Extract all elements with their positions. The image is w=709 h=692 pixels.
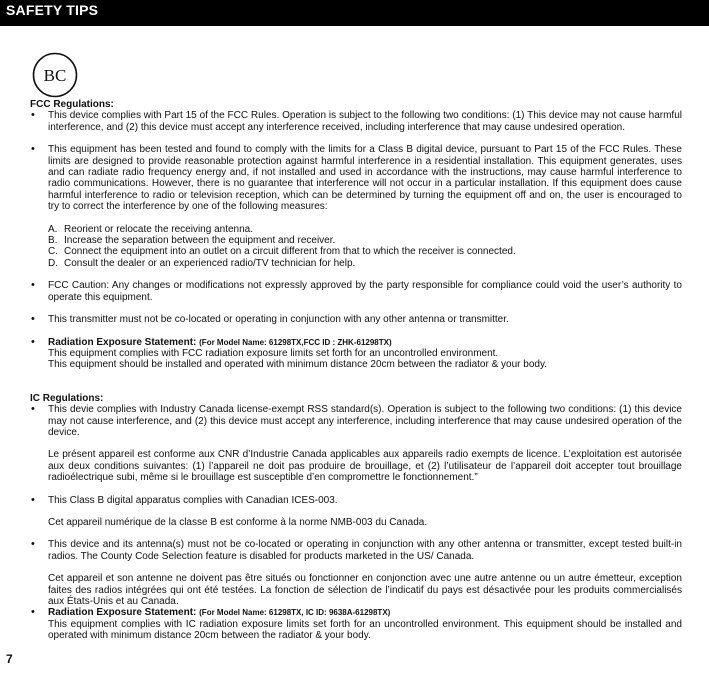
fcc-radiation-statement: [30, 337, 682, 371]
fcc-part15-paragraph: • This device complies with Part 15 of the FCC Rules. Operation is subject to the following two conditions: (1) This device may not cause harmful interference, and (2) this device must accept any interference received, including interference that may cause undesired operation.: [30, 110, 682, 133]
fcc-colocation-paragraph: • This transmitter must not be co-located or operating in conjunction with any other antenna or transmitter.: [30, 314, 682, 325]
ic-colocation-paragraph-fr: Cet appareil et son antenne ne doivent pas être situés ou fonctionner en conjonction avec une autre antenne ou un autre émetteur, exception faites des radios intégrées qui ont été testées. La fonction de sélection de l’indicatif du pays est désactivée pour les produits commercialisés aux États-Unis et au Canada.: [48, 573, 682, 607]
bc-logo-text: BC: [43, 66, 67, 85]
ic-rss-paragraph: • This devie complies with Industry Canada license-exempt RSS standard(s). Operation is subject to the following two conditions: (1) this device may not cause interference, and (2) this device must accept any interference, including interference that may cause undesired operation of the device.: [30, 404, 682, 438]
fcc-radiation-line-2: This equipment should be installed and operated with minimum distance 20cm between the radiator & your body.: [48, 359, 547, 371]
page-number: 7: [6, 652, 13, 666]
list-item: B. Increase the separation between the equipment and receiver.: [48, 235, 336, 247]
list-item: C. Connect the equipment into an outlet on a circuit different from that to which the receiver is connected.: [48, 246, 516, 258]
ic-title: IC Regulations:: [30, 392, 104, 404]
fcc-radiation-label: Radiation Exposure Statement:: [48, 336, 197, 348]
ic-radiation-label: Radiation Exposure Statement:: [48, 607, 197, 619]
fcc-caution-paragraph: • FCC Caution: Any changes or modifications not expressly approved by the party responsible for compliance could void the user’s authority to operate this equipment.: [30, 280, 682, 303]
regulations-content: [30, 99, 682, 642]
fcc-model-name: (For Model Name: 61298TX,FCC ID : ZHK-61298TX): [199, 337, 392, 347]
fcc-radiation-line-1: This equipment complies with FCC radiation exposure limits set forth for an uncontrolled environment.: [48, 347, 499, 359]
ic-rss-paragraph-fr: Le présent appareil est conforme aux CNR d’Industrie Canada applicables aux appareils radio exempts de licence. L’exploitation est autorisée aux deux conditions suivantes: (1) l’appareil ne doit pas produire de brouillage, et (2) l’utilisateur de l’appareil doit accepter tout brouillage radioélectrique subi, même si le brouillage est susceptible d’en compromettre le fonctionnement.”: [48, 449, 682, 484]
ic-radiation-text: This equipment complies with IC radiation exposure limits set forth for an uncontrolled environment. This equipment should be installed and operated with minimum distance 20cm between the radiator & your body.: [48, 618, 682, 642]
bc-logo-icon: [32, 52, 78, 98]
header-bar: [0, 0, 709, 26]
ic-colocation-paragraph: • This device and its antenna(s) must not be co-located or operating in conjunction with any other antenna or transmitter, except tested built-in radios. The County Code Selection feature is disabled for products marketed in the US/ Canada.: [30, 539, 682, 562]
ic-model-name: (For Model Name: 61298TX, IC ID: 9638A-61298TX): [199, 608, 391, 618]
fcc-class-b-paragraph: • This equipment has been tested and found to comply with the limits for a Class B digital device, pursuant to Part 15 of the FCC Rules. These limits are designed to provide reasonable protection against harmful interference in a residential installation. This equipment generates, uses and can radiate radio frequency energy and, if not installed and used in accordance with the instructions, may cause harmful interference to radio communications. However, there is no guarantee that interference will not occur in a particular installation. If this equipment does cause harmful interference to radio or television reception, which can be determined by turning the equipment off and on, the user is encouraged to try to correct the interference by one of the following measures:: [30, 144, 682, 212]
page-title: SAFETY TIPS: [6, 2, 99, 18]
list-item: A. Reorient or relocate the receiving antenna.: [48, 223, 254, 235]
list-item: D. Consult the dealer or an experienced radio/TV technician for help.: [48, 257, 356, 269]
ic-ices-paragraph-fr: Cet appareil numérique de la classe B est conforme à la norme NMB-003 du Canada.: [48, 516, 428, 528]
ic-ices-paragraph: • This Class B digital apparatus complies with Canadian ICES-003.: [30, 495, 682, 506]
fcc-measures-list: [30, 224, 682, 270]
ic-radiation-statement: [30, 607, 682, 641]
fcc-title: FCC Regulations:: [30, 99, 114, 110]
